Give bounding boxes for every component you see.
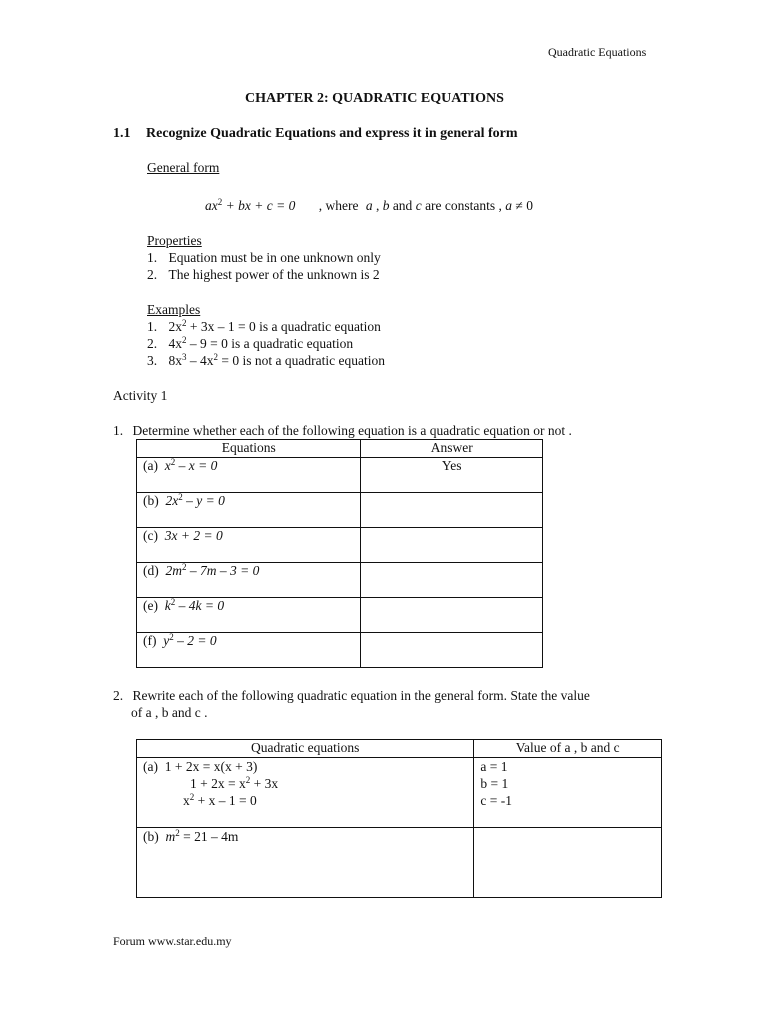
example-num: 2. — [147, 336, 158, 351]
answer-cell[interactable]: Yes — [361, 458, 543, 493]
gf-var-b: b — [382, 198, 390, 213]
general-form-heading: General form — [147, 160, 220, 175]
eq-exp: 2 — [169, 632, 174, 642]
row-label: (a) — [143, 759, 158, 774]
eq-text: 1 + 2x = x — [190, 776, 246, 791]
eq-line — [143, 792, 467, 809]
chapter-title: CHAPTER 2: QUADRATIC EQUATIONS — [245, 91, 504, 106]
q2-col-equations: Quadratic equations — [137, 740, 474, 758]
eq-rhs: – y = 0 — [182, 493, 225, 508]
property-item — [147, 267, 380, 283]
section-title: Recognize Quadratic Equations and express it in general form — [146, 126, 518, 141]
table-row — [137, 633, 543, 668]
example-eq — [169, 336, 354, 351]
q1-col-answer: Answer — [361, 440, 543, 458]
example-part: = 0 is not a quadratic equation — [218, 353, 385, 368]
example-part: 4x — [168, 336, 182, 351]
eq-exp: 2 — [245, 775, 251, 785]
eq-exp: 2 — [178, 492, 183, 502]
example-part: – 9 = 0 is a quadratic equation — [186, 336, 354, 351]
q2-col-values: Value of a , b and c — [474, 740, 662, 758]
example-part: + 3x – 1 = 0 is a quadratic equation — [186, 319, 381, 334]
section-number: 1.1 — [113, 126, 131, 141]
equation-cell — [137, 458, 361, 493]
eq-text: x — [183, 793, 190, 808]
eq-exp: 2 — [175, 828, 180, 838]
example-exp: 3 — [182, 352, 187, 362]
example-part: 8x — [168, 353, 182, 368]
table-row — [137, 563, 543, 598]
gf-cond-a: a — [505, 198, 513, 213]
gf-sq: 2 — [217, 197, 223, 207]
table-row — [137, 493, 543, 528]
footer-text: Forum www.star.edu.my — [113, 934, 232, 948]
example-num: 1. — [147, 319, 158, 334]
example-exp: 2 — [213, 352, 218, 362]
question-2-line2: of a , b and c . — [131, 705, 208, 720]
example-eq — [169, 319, 381, 334]
equation-cell — [137, 828, 474, 898]
example-item — [147, 319, 381, 335]
question-1 — [113, 423, 572, 439]
property-num: 1. — [147, 250, 158, 265]
q1-table — [136, 439, 543, 668]
eq-exp: 2 — [182, 562, 187, 572]
property-text: The highest power of the unknown is 2 — [168, 267, 380, 282]
row-label: (b) — [143, 493, 159, 508]
gf-bx: + bx + c = 0 — [222, 198, 296, 213]
answer-cell[interactable] — [361, 563, 543, 598]
gf-where: , where — [318, 198, 359, 213]
answer-cell[interactable] — [361, 493, 543, 528]
equation-cell — [137, 493, 361, 528]
eq-exp: 2 — [170, 457, 176, 467]
table-row — [137, 758, 662, 828]
example-exp: 2 — [182, 335, 187, 345]
section-heading — [113, 126, 518, 142]
eq-line — [143, 758, 467, 775]
question-num: 2. — [113, 688, 124, 703]
eq-exp: 2 — [170, 597, 176, 607]
eq-text: m — [165, 829, 176, 844]
equation-cell — [137, 758, 474, 828]
eq-exp: 2 — [189, 792, 195, 802]
running-header: Quadratic Equations — [548, 45, 647, 59]
eq-lhs: 3x + 2 = 0 — [164, 528, 223, 543]
eq-rhs: – 4k = 0 — [175, 598, 225, 613]
equation-cell — [137, 633, 361, 668]
equation-cell — [137, 563, 361, 598]
example-num: 3. — [147, 353, 158, 368]
eq-lhs: k — [164, 598, 171, 613]
gf-constants: are constants , — [425, 198, 502, 213]
value-a: a = 1 — [480, 759, 508, 774]
row-label: (e) — [143, 598, 158, 613]
question-text: Determine whether each of the following equation is a quadratic equation or not . — [132, 423, 572, 438]
question-num: 1. — [113, 423, 124, 438]
row-label: (b) — [143, 829, 159, 844]
example-exp: 2 — [182, 318, 187, 328]
equation-cell — [137, 528, 361, 563]
value-c: c = -1 — [480, 793, 512, 808]
table-row — [137, 598, 543, 633]
eq-text: + x – 1 = 0 — [194, 793, 257, 808]
general-form-equation: $ax^2$ + bx + c = 0 , where a , b and c are constants , a ≠ 0 — [205, 197, 533, 213]
eq-lhs: y — [163, 633, 170, 648]
property-num: 2. — [147, 267, 158, 282]
property-text: Equation must be in one unknown only — [168, 250, 381, 265]
table-row — [137, 528, 543, 563]
example-eq — [169, 353, 385, 368]
property-item — [147, 250, 381, 266]
activity-title: Activity 1 — [113, 388, 168, 403]
table-row — [137, 458, 543, 493]
question-text: Rewrite each of the following quadratic equation in the general form. State the value — [132, 688, 590, 703]
gf-ax: ax — [205, 198, 218, 213]
table-row — [137, 828, 662, 898]
properties-heading: Properties — [147, 233, 202, 248]
eq-line — [143, 775, 467, 792]
eq-rhs: – 7m – 3 = 0 — [186, 563, 260, 578]
eq-rhs: – 2 = 0 — [173, 633, 217, 648]
example-part: 2x — [168, 319, 182, 334]
eq-text: = 21 – 4m — [179, 829, 239, 844]
answer-cell[interactable] — [361, 528, 543, 563]
eq-text: + 3x — [250, 776, 279, 791]
question-2 — [113, 688, 590, 704]
row-label: (d) — [143, 563, 159, 578]
answer-cell[interactable] — [361, 598, 543, 633]
example-item — [147, 336, 353, 352]
values-cell[interactable] — [474, 828, 662, 898]
gf-var-a: a — [365, 198, 373, 213]
examples-heading: Examples — [147, 302, 201, 317]
q2-table — [136, 739, 662, 898]
eq-lhs: 2x — [165, 493, 179, 508]
gf-and: and — [392, 198, 413, 213]
q1-col-equations: Equations — [137, 440, 361, 458]
eq-line — [143, 828, 467, 845]
eq-text: 1 + 2x = x(x + 3) — [164, 759, 258, 774]
eq-lhs: 2m — [165, 563, 182, 578]
row-label: (f) — [143, 633, 157, 648]
example-item — [147, 353, 385, 369]
value-b: b = 1 — [480, 776, 509, 791]
equation-cell — [137, 598, 361, 633]
gf-var-c: c — [415, 198, 422, 213]
row-label: (a) — [143, 458, 158, 473]
row-label: (c) — [143, 528, 158, 543]
eq-rhs: – x = 0 — [175, 458, 218, 473]
values-cell[interactable] — [474, 758, 662, 828]
eq-lhs: x — [164, 458, 171, 473]
example-part: – 4x — [186, 353, 214, 368]
gf-cond-rest: ≠ 0 — [515, 198, 533, 213]
answer-cell[interactable] — [361, 633, 543, 668]
